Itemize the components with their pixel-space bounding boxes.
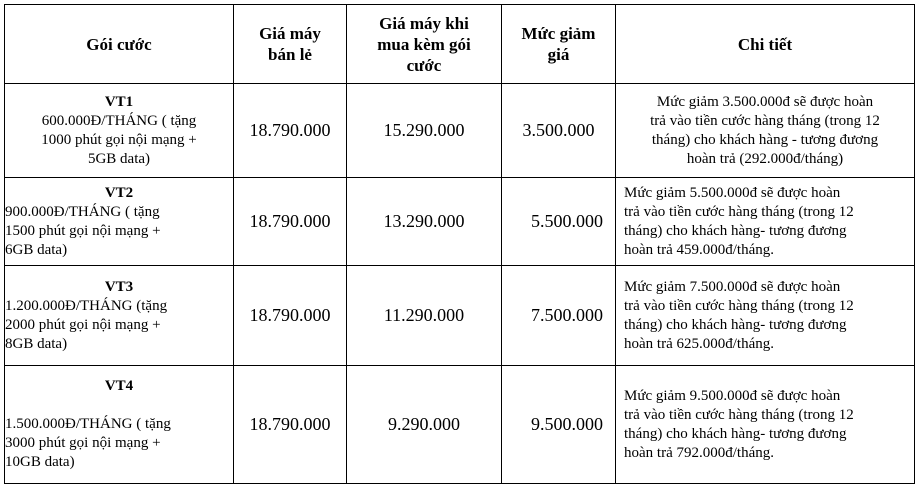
- table-row: [5, 84, 915, 178]
- header-bundle-price: Giá máy khi mua kèm gói cước: [347, 5, 502, 84]
- bundle-price: 13.290.000: [347, 178, 502, 266]
- detail-cell: Mức giảm 7.500.000đ sẽ được hoàn trả vào tiền cước hàng tháng (trong 12 tháng) cho khách hàng- tương đương hoàn trả 625.000đ/tháng.: [616, 266, 915, 366]
- plan-name: VT4: [104, 378, 134, 394]
- plan-cell: VT2 900.000Đ/THÁNG ( tặng 1500 phút gọi nội mạng + 6GB data): [5, 178, 234, 266]
- plan-cell: VT1 600.000Đ/THÁNG ( tặng 1000 phút gọi nội mạng + 5GB data): [5, 84, 234, 178]
- retail-price: 18.790.000: [234, 84, 347, 178]
- discount-amount: 3.500.000: [502, 84, 616, 178]
- header-row: [5, 5, 915, 84]
- plan-cell: VT3 1.200.000Đ/THÁNG (tặng 2000 phút gọi nội mạng + 8GB data): [5, 266, 234, 366]
- detail-cell: Mức giảm 9.500.000đ sẽ được hoàn trả vào tiền cước hàng tháng (trong 12 tháng) cho khách hàng- tương đương hoàn trả 792.000đ/tháng.: [616, 366, 915, 484]
- table-row: [5, 178, 915, 266]
- plan-name: VT1: [104, 93, 134, 110]
- discount-amount: 9.500.000: [502, 366, 616, 484]
- bundle-price: 11.290.000: [347, 266, 502, 366]
- plan-cell: VT4 1.500.000Đ/THÁNG ( tặng 3000 phút gọi nội mạng + 10GB data): [5, 366, 234, 484]
- discount-amount: 5.500.000: [502, 178, 616, 266]
- retail-price: 18.790.000: [234, 178, 347, 266]
- bundle-price: 9.290.000: [347, 366, 502, 484]
- header-detail: Chi tiết: [616, 5, 915, 84]
- plan-name: VT3: [104, 278, 134, 295]
- retail-price: 18.790.000: [234, 366, 347, 484]
- header-retail-price: Giá máy bán lẻ: [234, 5, 347, 84]
- table-row: [5, 366, 915, 484]
- price-table: [4, 4, 915, 484]
- header-discount: Mức giảm giá: [502, 5, 616, 84]
- plan-name: VT2: [104, 184, 134, 201]
- bundle-price: 15.290.000: [347, 84, 502, 178]
- header-plan: Gói cước: [5, 5, 234, 84]
- detail-cell: Mức giảm 3.500.000đ sẽ được hoàn trả vào tiền cước hàng tháng (trong 12 tháng) cho khách hàng - tương đương hoàn trả (292.000đ/tháng): [616, 84, 915, 178]
- discount-amount: 7.500.000: [502, 266, 616, 366]
- detail-cell: Mức giảm 5.500.000đ sẽ được hoàn trả vào tiền cước hàng tháng (trong 12 tháng) cho khách hàng- tương đương hoàn trả 459.000đ/tháng.: [616, 178, 915, 266]
- table-row: [5, 266, 915, 366]
- retail-price: 18.790.000: [234, 266, 347, 366]
